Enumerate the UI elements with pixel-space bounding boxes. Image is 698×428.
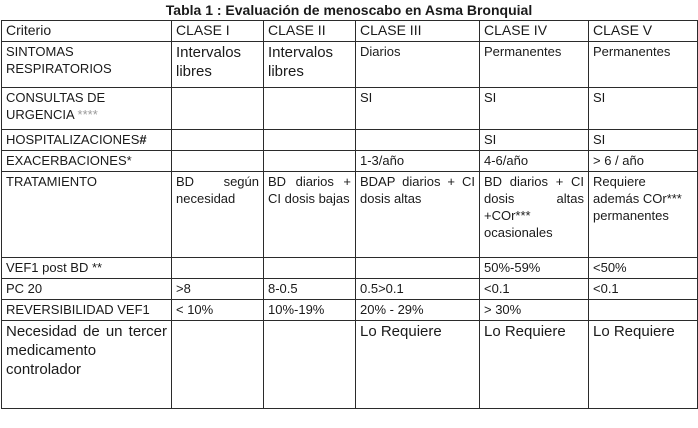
criterio-cell: REVERSIBILIDAD VEF1 [2, 300, 172, 321]
table-row [2, 300, 698, 321]
clase-4-cell: SI [480, 88, 589, 130]
header-clase-5: CLASE V [589, 21, 698, 42]
header-clase-3: CLASE III [356, 21, 480, 42]
criterio-cell: EXACERBACIONES* [2, 151, 172, 172]
criterio-cell: Necesidad de un tercer medicamento controlador [2, 321, 172, 409]
criterio-cell: TRATAMIENTO [2, 172, 172, 258]
clase-5-cell [589, 300, 698, 321]
clase-1-cell: BD según necesidad [172, 172, 264, 258]
table-title: Tabla 1 : Evaluación de menoscabo en Asma Bronquial [165, 2, 533, 18]
clase-4-cell: BD diarios + CI dosis altas +COr*** ocasionales [480, 172, 589, 258]
clase-3-cell: 1-3/año [356, 151, 480, 172]
clase-2-cell [264, 151, 356, 172]
evaluation-table [1, 20, 698, 409]
clase-5-cell: Permanentes [589, 42, 698, 88]
header-criterio: Criterio [2, 21, 172, 42]
criterio-text: HOSPITALIZACIONES [6, 132, 140, 147]
clase-4-cell: 50%-59% [480, 258, 589, 279]
clase-4-cell: 4-6/año [480, 151, 589, 172]
clase-2-cell [264, 130, 356, 151]
clase-3-cell: 20% - 29% [356, 300, 480, 321]
criterio-cell: SINTOMAS RESPIRATORIOS [2, 42, 172, 88]
clase-5-cell: Requiere además COr*** permanentes [589, 172, 698, 258]
criterio-cell [2, 88, 172, 130]
clase-1-cell [172, 151, 264, 172]
table-row [2, 279, 698, 300]
footnote-mark: # [139, 132, 147, 147]
clase-4-cell: <0.1 [480, 279, 589, 300]
table-row [2, 321, 698, 409]
header-clase-4: CLASE IV [480, 21, 589, 42]
clase-3-cell: SI [356, 88, 480, 130]
clase-2-cell [264, 88, 356, 130]
clase-3-cell [356, 258, 480, 279]
table-row [2, 151, 698, 172]
clase-5-cell: SI [589, 130, 698, 151]
table-row [2, 88, 698, 130]
table-row [2, 130, 698, 151]
clase-4-cell: SI [480, 130, 589, 151]
clase-2-cell: 10%-19% [264, 300, 356, 321]
table-row [2, 258, 698, 279]
clase-1-cell [172, 130, 264, 151]
footnote-mark: **** [77, 107, 98, 122]
clase-3-cell [356, 130, 480, 151]
criterio-text: CONSULTAS DE URGENCIA [6, 90, 106, 122]
clase-3-cell: BDAP diarios + CI dosis altas [356, 172, 480, 258]
criterio-cell: VEF1 post BD ** [2, 258, 172, 279]
clase-2-cell [264, 258, 356, 279]
table-row [2, 42, 698, 88]
clase-3-cell: Diarios [356, 42, 480, 88]
clase-3-cell: 0.5>0.1 [356, 279, 480, 300]
clase-3-cell: Lo Requiere [356, 321, 480, 409]
clase-1-cell [172, 88, 264, 130]
criterio-cell [2, 130, 172, 151]
clase-1-cell: >8 [172, 279, 264, 300]
clase-5-cell: > 6 / año [589, 151, 698, 172]
criterio-cell: PC 20 [2, 279, 172, 300]
clase-4-cell: > 30% [480, 300, 589, 321]
clase-4-cell: Lo Requiere [480, 321, 589, 409]
clase-5-cell: <50% [589, 258, 698, 279]
clase-2-cell: Intervalos libres [264, 42, 356, 88]
clase-1-cell [172, 321, 264, 409]
header-clase-2: CLASE II [264, 21, 356, 42]
clase-5-cell: SI [589, 88, 698, 130]
table-row [2, 172, 698, 258]
clase-5-cell: <0.1 [589, 279, 698, 300]
clase-1-cell [172, 258, 264, 279]
clase-2-cell: BD diarios + CI dosis bajas [264, 172, 356, 258]
clase-1-cell: < 10% [172, 300, 264, 321]
clase-4-cell: Permanentes [480, 42, 589, 88]
clase-2-cell [264, 321, 356, 409]
clase-2-cell: 8-0.5 [264, 279, 356, 300]
header-row [2, 21, 698, 42]
header-clase-1: CLASE I [172, 21, 264, 42]
clase-5-cell: Lo Requiere [589, 321, 698, 409]
clase-1-cell: Intervalos libres [172, 42, 264, 88]
